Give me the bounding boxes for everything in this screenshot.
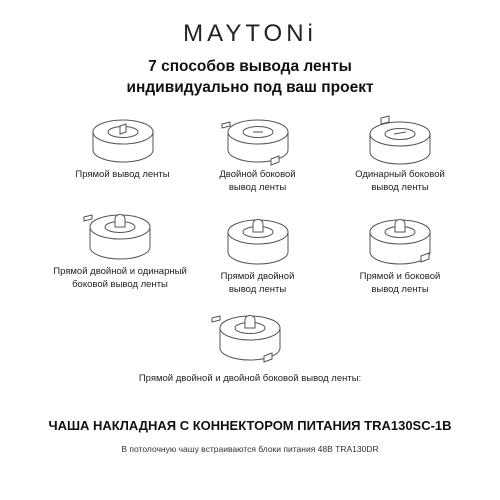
- option-straight-double-double-side-output: [110, 306, 390, 385]
- headline-line-2: индивидуально под ваш проект: [126, 79, 374, 96]
- brand-logo: MAYTONi: [183, 20, 317, 47]
- option-label: Прямой двойной и двойной боковой вывод ленты:: [138, 373, 362, 384]
- puck-double-side-output-icon: [221, 112, 295, 168]
- puck-straight-double-single-side-output-icon: [83, 205, 157, 265]
- headline-line-1: 7 способов вывода ленты: [148, 58, 352, 75]
- option-label: Прямой и боковой вывод ленты: [359, 271, 441, 295]
- puck-straight-side-output-icon: [363, 210, 437, 270]
- option-straight-double-output: [195, 210, 320, 296]
- option-label: Двойной боковой вывод ленты: [219, 169, 296, 193]
- puck-straight-double-output-icon: [221, 210, 295, 270]
- puck-single-side-output-icon: [363, 112, 437, 168]
- puck-straight-output-icon: [88, 112, 158, 168]
- product-subtitle: В потолочную чашу встраиваются блоки питания 48В TRA130DR: [121, 444, 379, 454]
- puck-straight-double-double-side-output-icon: [210, 306, 290, 368]
- product-title: ЧАША НАКЛАДНАЯ С КОННЕКТОРОМ ПИТАНИЯ TRA130SC-1B: [48, 418, 452, 433]
- option-label: Прямой вывод ленты: [75, 169, 170, 180]
- option-single-side-output: [335, 112, 465, 194]
- option-label: Прямой двойной и одинарный боковой вывод ленты: [53, 266, 187, 290]
- option-straight-double-single-side-output: [45, 205, 195, 291]
- option-label: Одинарный боковой вывод ленты: [355, 169, 445, 193]
- headline: [0, 56, 500, 98]
- option-straight-output: [60, 112, 185, 181]
- option-straight-side-output: [335, 210, 465, 296]
- option-double-side-output: [195, 112, 320, 194]
- option-label: Прямой двойной вывод ленты: [220, 271, 295, 295]
